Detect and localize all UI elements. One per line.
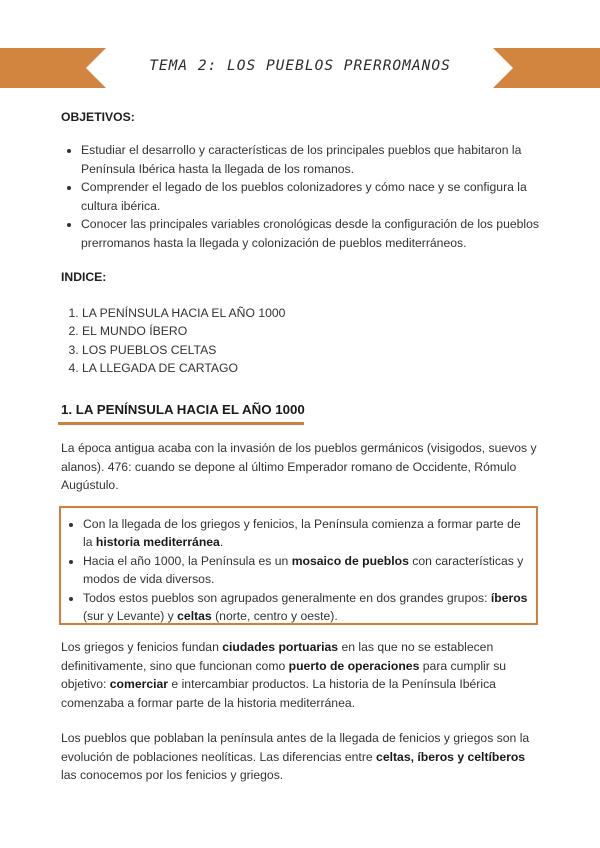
objetivos-list	[63, 141, 551, 253]
list-item: 1. LA PENÍNSULA HACIA EL AÑO 1000	[82, 304, 285, 322]
indice-heading: INDICE:	[61, 270, 107, 284]
body-paragraph: Los pueblos que poblaban la península antes de la llegada de fenicios y griegos son la evolución de poblaciones neolíticas. Las diferencias entre celtas, íberos y celtíberos las conocemos por los fenicios y griegos.	[61, 731, 530, 783]
list-item: 3. LOS PUEBLOS CELTAS	[82, 341, 285, 359]
page-title: TEMA 2: LOS PUEBLOS PRERROMANOS	[149, 58, 451, 74]
header-banner-right	[493, 48, 600, 88]
intro-paragraph: La época antigua acaba con la invasión de los pueblos germánicos (visigodos, suevos y alanos). 476: cuando se depone al último Emperador romano de Occidente, Rómulo Augústulo.	[61, 441, 537, 493]
objetivos-heading: OBJETIVOS:	[61, 110, 135, 124]
list-item: 2. EL MUNDO ÍBERO	[82, 322, 285, 340]
list-item: • Con la llegada de los griegos y fenicios, la Península comienza a formar parte de la historia mediterránea.	[83, 515, 532, 552]
highlight-box	[59, 506, 538, 625]
list-item: • Conocer las principales variables cronológicas desde la configuración de los pueblos prerromanos hasta la llegada y colonización de pueblos mediterráneos.	[81, 215, 551, 252]
indice-list	[66, 304, 285, 378]
list-item: • Hacia el año 1000, la Península es un mosaico de pueblos con características y modos de vida diversos.	[83, 552, 532, 589]
list-item: 4. LA LLEGADA DE CARTAGO	[82, 359, 285, 377]
list-item: • Comprender el legado de los pueblos colonizadores y cómo nace y se configura la cultura ibérica.	[81, 178, 551, 215]
section-title: 1. LA PENÍNSULA HACIA EL AÑO 1000	[61, 402, 305, 417]
section-underline	[58, 422, 304, 425]
list-item: • Todos estos pueblos son agrupados generalmente en dos grandes grupos: íberos (sur y Levante) y celtas (norte, centro y oeste).	[83, 589, 532, 626]
body-paragraph: Los griegos y fenicios fundan ciudades portuarias en las que no se establecen definitivamente, sino que funcionan como puerto de operaciones para cumplir su objetivo: comerciar e intercambiar productos. La historia de la Península Ibérica comenzaba a formar parte de la historia mediterránea.	[61, 640, 507, 710]
header-banner-left	[0, 48, 106, 88]
list-item: • Estudiar el desarrollo y características de los principales pueblos que habitaron la Península Ibérica hasta la llegada de los romanos.	[81, 141, 551, 178]
